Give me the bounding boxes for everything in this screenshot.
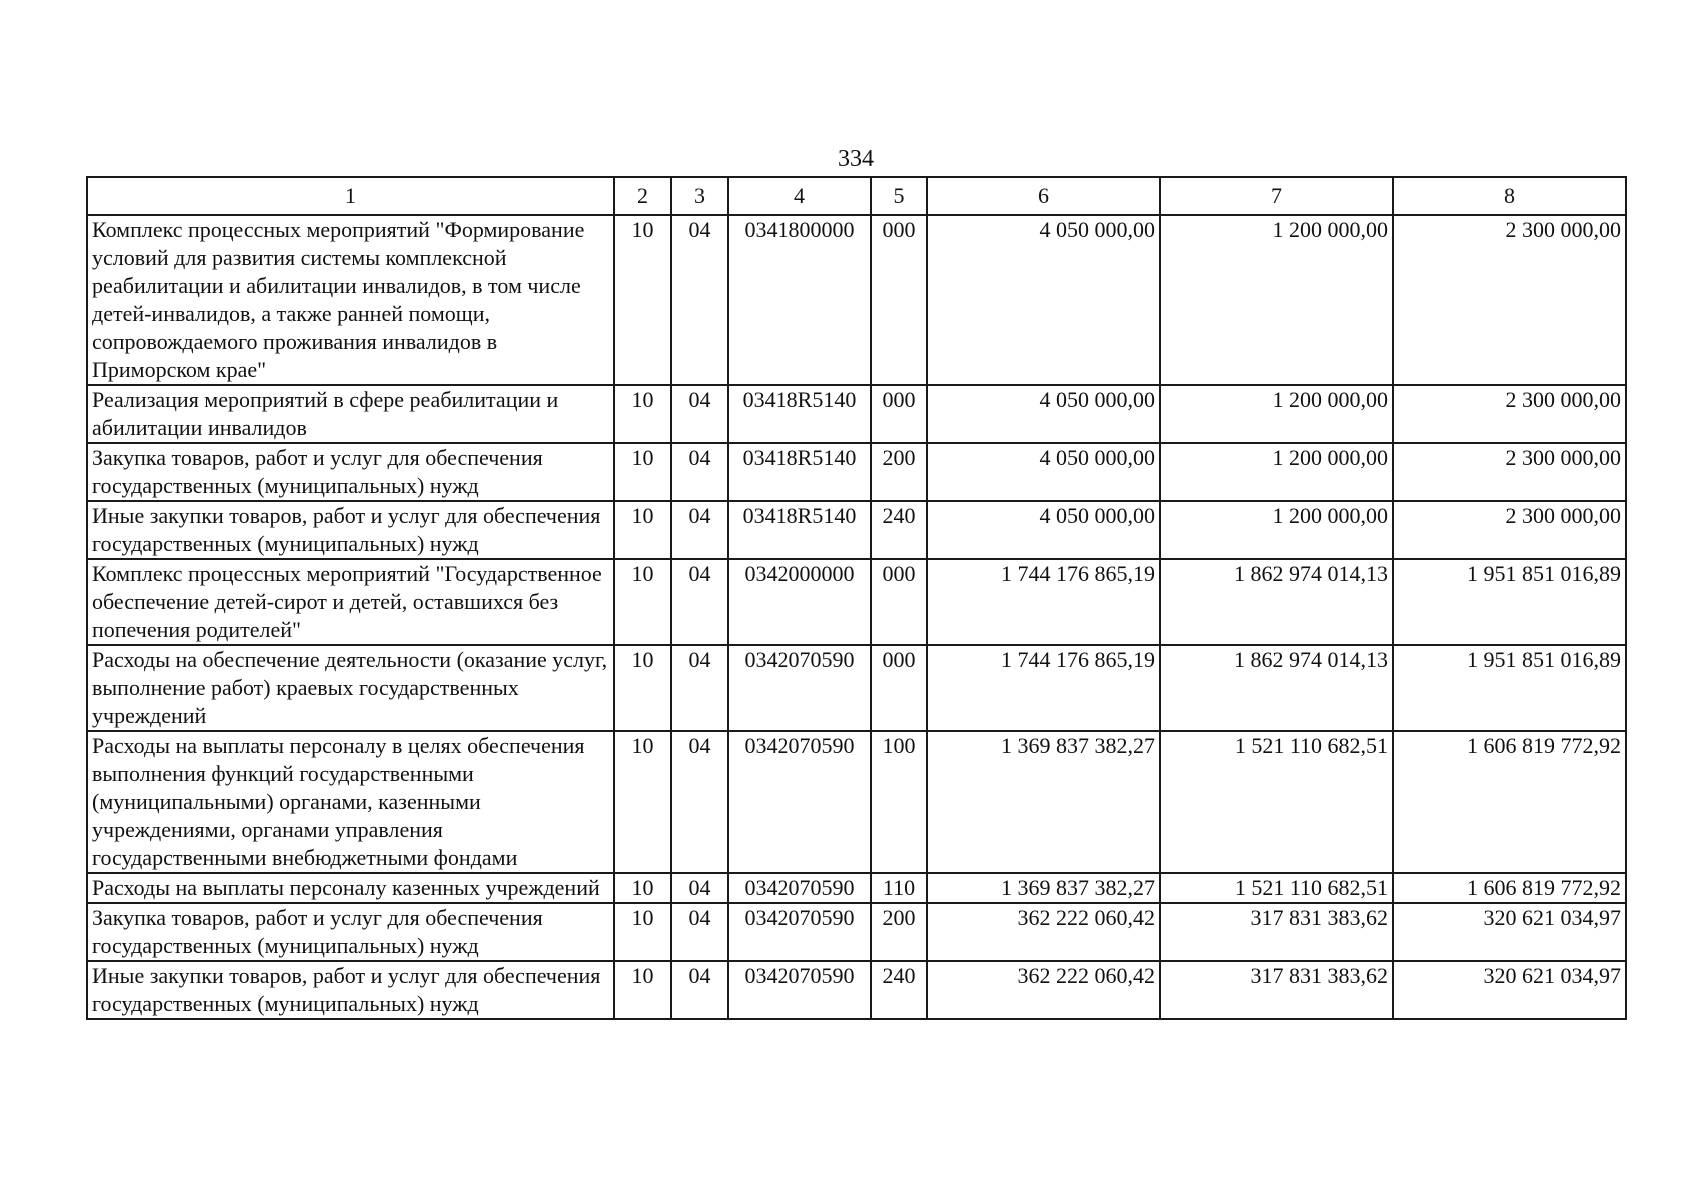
amount-col6-cell: 4 050 000,00 xyxy=(927,501,1160,559)
subsection-cell: 04 xyxy=(671,385,728,443)
subsection-cell: 04 xyxy=(671,645,728,731)
section-cell: 10 xyxy=(614,961,671,1019)
amount-col8-cell: 2 300 000,00 xyxy=(1393,501,1626,559)
table-row xyxy=(87,501,1626,559)
target-article-cell: 03418R5140 xyxy=(728,385,871,443)
subsection-cell: 04 xyxy=(671,873,728,903)
expense-type-cell: 200 xyxy=(871,903,927,961)
expense-type-cell: 110 xyxy=(871,873,927,903)
amount-col6-cell: 362 222 060,42 xyxy=(927,961,1160,1019)
column-header: 4 xyxy=(728,177,871,215)
column-header: 2 xyxy=(614,177,671,215)
expense-name-cell: Закупка товаров, работ и услуг для обеспечения государственных (муниципальных) нужд xyxy=(87,443,614,501)
subsection-cell: 04 xyxy=(671,501,728,559)
amount-col6-cell: 1 744 176 865,19 xyxy=(927,559,1160,645)
table-row xyxy=(87,731,1626,873)
section-cell: 10 xyxy=(614,903,671,961)
section-cell: 10 xyxy=(614,443,671,501)
amount-col6-cell: 362 222 060,42 xyxy=(927,903,1160,961)
target-article-cell: 0342070590 xyxy=(728,645,871,731)
expense-name-cell: Иные закупки товаров, работ и услуг для обеспечения государственных (муниципальных) нужд xyxy=(87,501,614,559)
expense-name-cell: Расходы на выплаты персоналу казенных учреждений xyxy=(87,873,614,903)
subsection-cell: 04 xyxy=(671,961,728,1019)
target-article-cell: 0342070590 xyxy=(728,961,871,1019)
section-cell: 10 xyxy=(614,501,671,559)
table-row xyxy=(87,903,1626,961)
amount-col8-cell: 1 951 851 016,89 xyxy=(1393,645,1626,731)
subsection-cell: 04 xyxy=(671,215,728,385)
table-row xyxy=(87,215,1626,385)
table-row xyxy=(87,443,1626,501)
expense-name-cell: Иные закупки товаров, работ и услуг для обеспечения государственных (муниципальных) нужд xyxy=(87,961,614,1019)
column-header: 7 xyxy=(1160,177,1393,215)
column-header: 8 xyxy=(1393,177,1626,215)
page-number: 334 xyxy=(838,146,874,172)
table-row xyxy=(87,645,1626,731)
section-cell: 10 xyxy=(614,215,671,385)
amount-col6-cell: 4 050 000,00 xyxy=(927,443,1160,501)
subsection-cell: 04 xyxy=(671,443,728,501)
column-header: 6 xyxy=(927,177,1160,215)
amount-col8-cell: 2 300 000,00 xyxy=(1393,443,1626,501)
subsection-cell: 04 xyxy=(671,903,728,961)
amount-col8-cell: 1 951 851 016,89 xyxy=(1393,559,1626,645)
section-cell: 10 xyxy=(614,645,671,731)
expense-type-cell: 000 xyxy=(871,645,927,731)
target-article-cell: 0342000000 xyxy=(728,559,871,645)
column-header: 5 xyxy=(871,177,927,215)
amount-col6-cell: 4 050 000,00 xyxy=(927,215,1160,385)
section-cell: 10 xyxy=(614,559,671,645)
target-article-cell: 0342070590 xyxy=(728,903,871,961)
amount-col7-cell: 1 862 974 014,13 xyxy=(1160,559,1393,645)
target-article-cell: 03418R5140 xyxy=(728,501,871,559)
amount-col7-cell: 317 831 383,62 xyxy=(1160,961,1393,1019)
amount-col7-cell: 1 862 974 014,13 xyxy=(1160,645,1393,731)
amount-col7-cell: 1 521 110 682,51 xyxy=(1160,873,1393,903)
amount-col7-cell: 1 200 000,00 xyxy=(1160,501,1393,559)
section-cell: 10 xyxy=(614,731,671,873)
expense-name-cell: Комплекс процессных мероприятий "Государственное обеспечение детей-сирот и детей, оставшихся без попечения родителей" xyxy=(87,559,614,645)
expense-type-cell: 200 xyxy=(871,443,927,501)
header-row xyxy=(87,177,1626,215)
expense-type-cell: 000 xyxy=(871,559,927,645)
amount-col8-cell: 2 300 000,00 xyxy=(1393,385,1626,443)
table-row xyxy=(87,961,1626,1019)
target-article-cell: 03418R5140 xyxy=(728,443,871,501)
expense-type-cell: 000 xyxy=(871,215,927,385)
table-row xyxy=(87,873,1626,903)
amount-col6-cell: 4 050 000,00 xyxy=(927,385,1160,443)
expense-type-cell: 000 xyxy=(871,385,927,443)
target-article-cell: 0342070590 xyxy=(728,873,871,903)
amount-col8-cell: 320 621 034,97 xyxy=(1393,903,1626,961)
amount-col8-cell: 320 621 034,97 xyxy=(1393,961,1626,1019)
table-row xyxy=(87,385,1626,443)
column-header: 3 xyxy=(671,177,728,215)
expense-type-cell: 240 xyxy=(871,501,927,559)
amount-col8-cell: 2 300 000,00 xyxy=(1393,215,1626,385)
subsection-cell: 04 xyxy=(671,731,728,873)
amount-col7-cell: 317 831 383,62 xyxy=(1160,903,1393,961)
amount-col7-cell: 1 521 110 682,51 xyxy=(1160,731,1393,873)
expense-name-cell: Расходы на обеспечение деятельности (оказание услуг, выполнение работ) краевых государственных учреждений xyxy=(87,645,614,731)
amount-col7-cell: 1 200 000,00 xyxy=(1160,443,1393,501)
amount-col6-cell: 1 369 837 382,27 xyxy=(927,731,1160,873)
amount-col8-cell: 1 606 819 772,92 xyxy=(1393,873,1626,903)
target-article-cell: 0341800000 xyxy=(728,215,871,385)
expense-name-cell: Реализация мероприятий в сфере реабилитации и абилитации инвалидов xyxy=(87,385,614,443)
amount-col7-cell: 1 200 000,00 xyxy=(1160,385,1393,443)
amount-col7-cell: 1 200 000,00 xyxy=(1160,215,1393,385)
amount-col8-cell: 1 606 819 772,92 xyxy=(1393,731,1626,873)
section-cell: 10 xyxy=(614,873,671,903)
expense-type-cell: 240 xyxy=(871,961,927,1019)
subsection-cell: 04 xyxy=(671,559,728,645)
amount-col6-cell: 1 744 176 865,19 xyxy=(927,645,1160,731)
amount-col6-cell: 1 369 837 382,27 xyxy=(927,873,1160,903)
expense-name-cell: Комплекс процессных мероприятий "Формирование условий для развития системы комплексной реабилитации и абилитации инвалидов, в том числе детей-инвалидов, а также ранней помощи, сопровождаемого проживания инвалидов в Приморском крае" xyxy=(87,215,614,385)
column-header: 1 xyxy=(87,177,614,215)
expense-type-cell: 100 xyxy=(871,731,927,873)
expense-name-cell: Расходы на выплаты персоналу в целях обеспечения выполнения функций государственными (муниципальными) органами, казенными учреждениями, органами управления государственными внебюджетными фондами xyxy=(87,731,614,873)
budget-table xyxy=(86,176,1627,1020)
section-cell: 10 xyxy=(614,385,671,443)
target-article-cell: 0342070590 xyxy=(728,731,871,873)
table-row xyxy=(87,559,1626,645)
expense-name-cell: Закупка товаров, работ и услуг для обеспечения государственных (муниципальных) нужд xyxy=(87,903,614,961)
